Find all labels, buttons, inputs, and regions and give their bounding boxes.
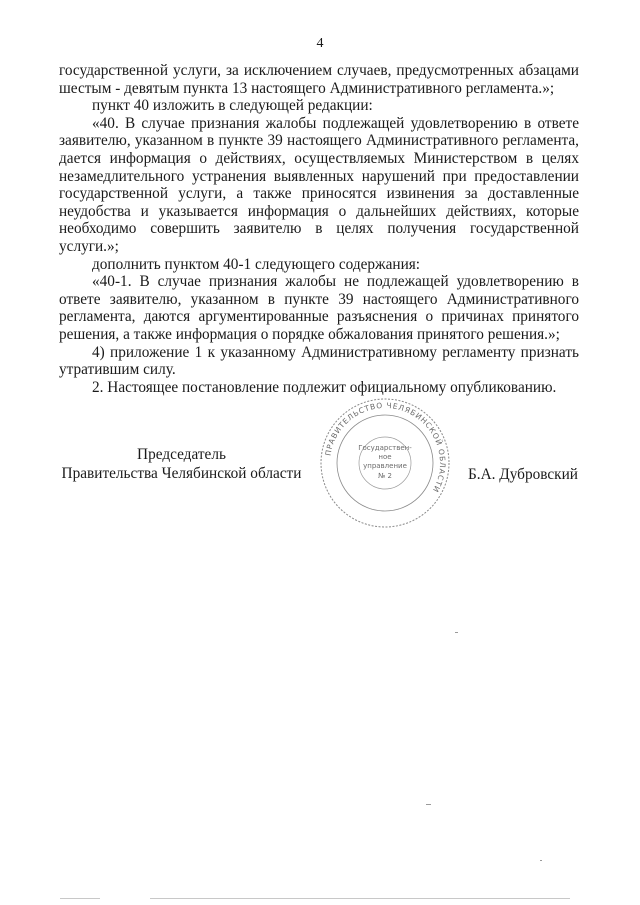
signatory-position-line2: Правительства Челябинской области — [61, 465, 302, 482]
scan-artifact — [150, 898, 570, 899]
signatory-position-line1: Председатель — [137, 446, 226, 463]
seal-center-line4: № 2 — [378, 472, 392, 480]
seal-center-line3: управление — [363, 462, 407, 470]
paragraph-item-40-intro: пункт 40 изложить в следующей редакции: — [92, 97, 373, 115]
paragraph-item-40-text: «40. В случае признания жалобы подлежащей удовлетворению в ответе заявителю, указанном в пункте 39 настоящего Административного регламента, дается информация о действиях, осуществляемых Министерством в целях незамедлительного устранения выявленных нарушений при предоставлении государственной услуги, а также приносятся извинения за доставленные неудобства и указывается информация о дальнейших действиях, которые необходимо совершить заявителю в целях получения государственной услуги.»; — [59, 114, 579, 255]
paragraph-item-40-1-text: «40-1. В случае признания жалобы не подлежащей удовлетворению в ответе заявителю, указанном в пункте 39 настоящего Административного регламента, даются аргументированные разъяснения о причинах принятого решения, а также информация о порядке обжалования принятого решения.»; — [59, 273, 579, 343]
scan-artifact — [426, 804, 431, 805]
paragraph-continuation: государственной услуги, за исключением случаев, предусмотренных абзацами шестым - девятым пункта 13 настоящего Административного регламента.»; — [59, 62, 579, 97]
signatory-name: Б.А. Дубровский — [468, 466, 578, 483]
seal-center-line2: ное — [378, 453, 392, 461]
document-body — [59, 62, 579, 396]
scan-artifact — [540, 860, 542, 861]
page-number: 4 — [316, 36, 324, 51]
seal-center-line1: Государствен- — [358, 444, 412, 452]
paragraph-item-2: 2. Настоящее постановление подлежит официальному опубликованию. — [92, 378, 557, 396]
paragraph-item-40-1-intro: дополнить пунктом 40-1 следующего содержания: — [92, 255, 421, 273]
scan-artifact — [455, 632, 458, 633]
seal-outer-text: ПРАВИТЕЛЬСТВО ЧЕЛЯБИНСКОЙ ОБЛАСТИ — [323, 400, 448, 495]
scan-artifact — [60, 898, 100, 899]
signatory-position — [59, 445, 304, 483]
paragraph-item-4: 4) приложение 1 к указанному Административному регламенту признать утратившим силу. — [59, 343, 579, 379]
official-seal — [315, 398, 455, 528]
